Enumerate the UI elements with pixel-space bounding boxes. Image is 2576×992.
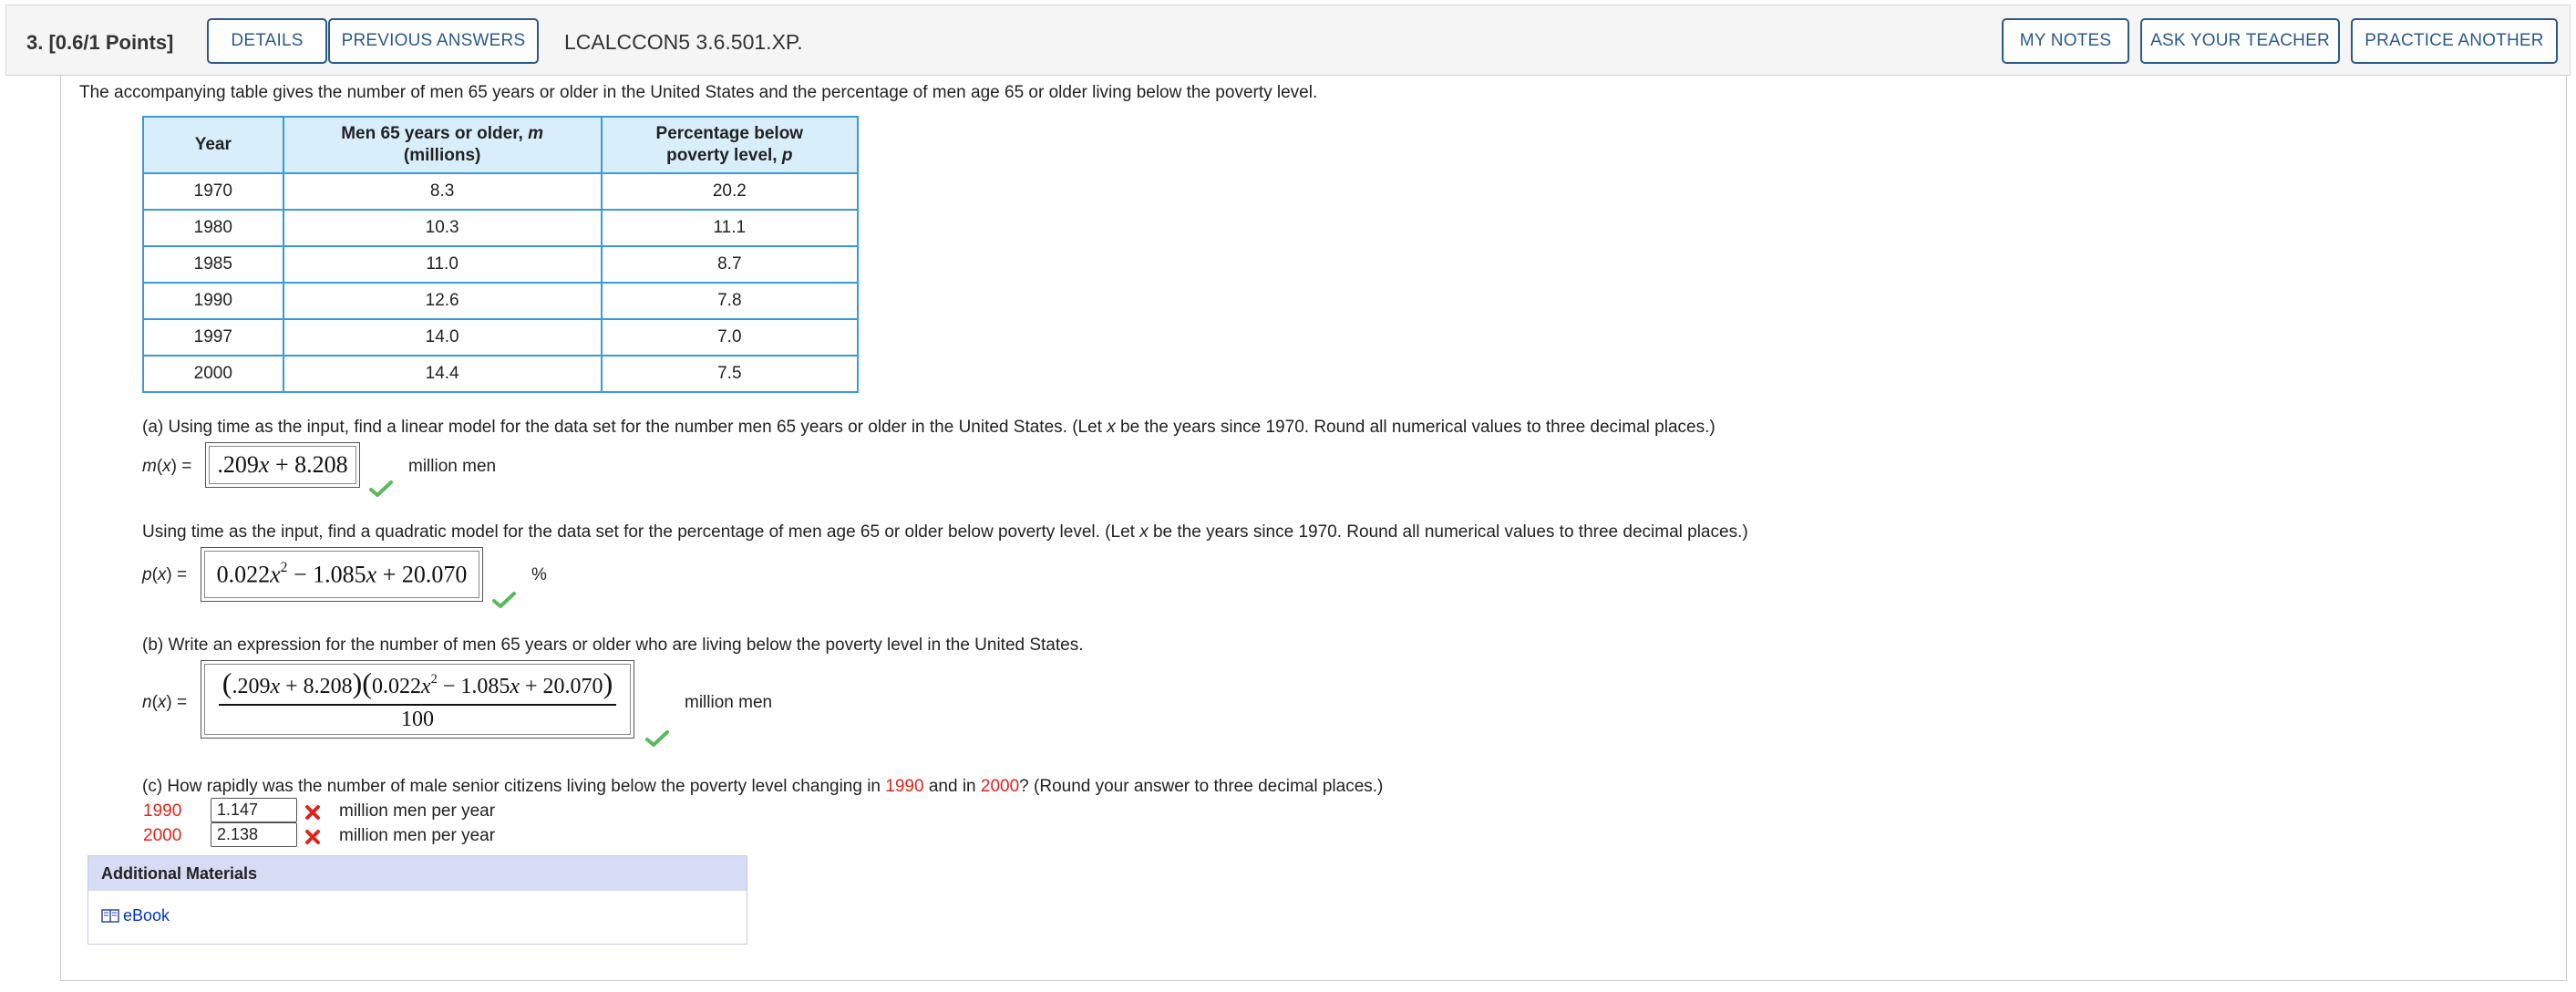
n-answer-box[interactable] bbox=[201, 660, 634, 739]
men-cell: 14.0 bbox=[283, 319, 602, 356]
part-c-prompt: (c) How rapidly was the number of male senior citizens living below the poverty level changing in 1990 and in 2000? (Round your answer to three decimal places.) bbox=[142, 777, 1384, 796]
details-button[interactable]: DETAILS bbox=[207, 18, 327, 64]
part-a-prompt: (a) Using time as the input, find a linear model for the data set for the number men 65 years or older in the United States. (Let x be the years since 1970. Round all numerical values to three decimal places.) bbox=[142, 418, 1716, 437]
additional-materials-panel bbox=[88, 855, 747, 945]
table-row bbox=[143, 246, 858, 283]
table-row bbox=[143, 173, 858, 210]
rate-2000-input[interactable]: 2.138 bbox=[211, 822, 297, 847]
p-answer-box[interactable] bbox=[201, 547, 483, 602]
year-cell: 1970 bbox=[143, 173, 283, 210]
incorrect-x-icon bbox=[304, 828, 322, 846]
rate-unit-1990: million men per year bbox=[339, 801, 496, 821]
header-poverty: Percentage below poverty level, p bbox=[602, 117, 858, 173]
year-cell: 1985 bbox=[143, 246, 283, 283]
men-cell: 10.3 bbox=[283, 210, 602, 246]
n-denominator: 100 bbox=[401, 708, 434, 731]
data-table bbox=[142, 116, 859, 393]
poverty-cell: 11.1 bbox=[602, 210, 858, 246]
m-answer-box[interactable] bbox=[205, 442, 360, 488]
m-unit: million men bbox=[408, 457, 497, 476]
quadratic-prompt: Using time as the input, find a quadratic model for the data set for the percentage of men age 65 or older below poverty level. (Let x be the years since 1970. Round all numerical values to three decimal places.) bbox=[142, 522, 1748, 542]
year-cell: 1990 bbox=[143, 283, 283, 319]
year-cell: 1980 bbox=[143, 210, 283, 246]
n-unit: million men bbox=[685, 693, 773, 712]
n-numerator: $(.209x + 8.208)(0.022x^2 - 1.085x + 20.070)$ bbox=[219, 666, 616, 706]
rate-1990-input[interactable]: 1.147 bbox=[211, 798, 297, 822]
answer-year-2000: 2000 bbox=[143, 826, 182, 845]
m-label: m(x) = bbox=[142, 457, 192, 476]
header-year: Year bbox=[143, 117, 283, 173]
table-row bbox=[143, 319, 858, 356]
previous-answers-button[interactable]: PREVIOUS ANSWERS bbox=[328, 18, 539, 64]
m-answer: .209x + 8.208 bbox=[217, 451, 348, 478]
part-b-prompt: (b) Write an expression for the number of men 65 years or older who are living below the poverty level in the United States. bbox=[142, 636, 1084, 655]
table-row bbox=[143, 283, 858, 319]
p-answer: $0.022x^2 - 1.085x + 20.070$ bbox=[216, 560, 468, 588]
question-code: LCALCCON5 3.6.501.XP. bbox=[564, 30, 803, 54]
ebook-label: eBook bbox=[123, 906, 170, 925]
header-men: Men 65 years or older, m (millions) bbox=[283, 117, 602, 173]
additional-materials-title: Additional Materials bbox=[88, 856, 747, 891]
book-icon bbox=[101, 909, 119, 923]
check-icon bbox=[492, 591, 516, 609]
practice-another-button[interactable]: PRACTICE ANOTHER bbox=[2351, 18, 2558, 64]
intro-text: The accompanying table gives the number of men 65 years or older in the United States and the percentage of men age 65 or older living below the poverty level. bbox=[79, 83, 1318, 102]
answer-year-1990: 1990 bbox=[143, 801, 182, 821]
poverty-cell: 7.5 bbox=[602, 356, 858, 392]
rate-unit-2000: million men per year bbox=[339, 826, 496, 845]
p-label: p(x) = bbox=[142, 565, 188, 584]
men-cell: 11.0 bbox=[283, 246, 602, 283]
year-cell: 2000 bbox=[143, 356, 283, 392]
ebook-link[interactable] bbox=[101, 906, 170, 925]
poverty-cell: 7.8 bbox=[602, 283, 858, 319]
my-notes-button[interactable]: MY NOTES bbox=[2002, 18, 2129, 64]
p-unit: % bbox=[531, 565, 547, 584]
table-row bbox=[143, 210, 858, 246]
check-icon bbox=[645, 729, 669, 748]
table-row bbox=[143, 356, 858, 392]
men-cell: 14.4 bbox=[283, 356, 602, 392]
incorrect-x-icon bbox=[304, 803, 322, 822]
poverty-cell: 7.0 bbox=[602, 319, 858, 356]
question-header bbox=[5, 5, 2571, 76]
n-label: n(x) = bbox=[142, 693, 188, 712]
check-icon bbox=[369, 480, 393, 498]
poverty-cell: 20.2 bbox=[602, 173, 858, 210]
year-cell: 1997 bbox=[143, 319, 283, 356]
men-cell: 8.3 bbox=[283, 173, 602, 210]
men-cell: 12.6 bbox=[283, 283, 602, 319]
question-number: 3. [0.6/1 Points] bbox=[26, 31, 174, 54]
ask-your-teacher-button[interactable]: ASK YOUR TEACHER bbox=[2140, 18, 2340, 64]
poverty-cell: 8.7 bbox=[602, 246, 858, 283]
